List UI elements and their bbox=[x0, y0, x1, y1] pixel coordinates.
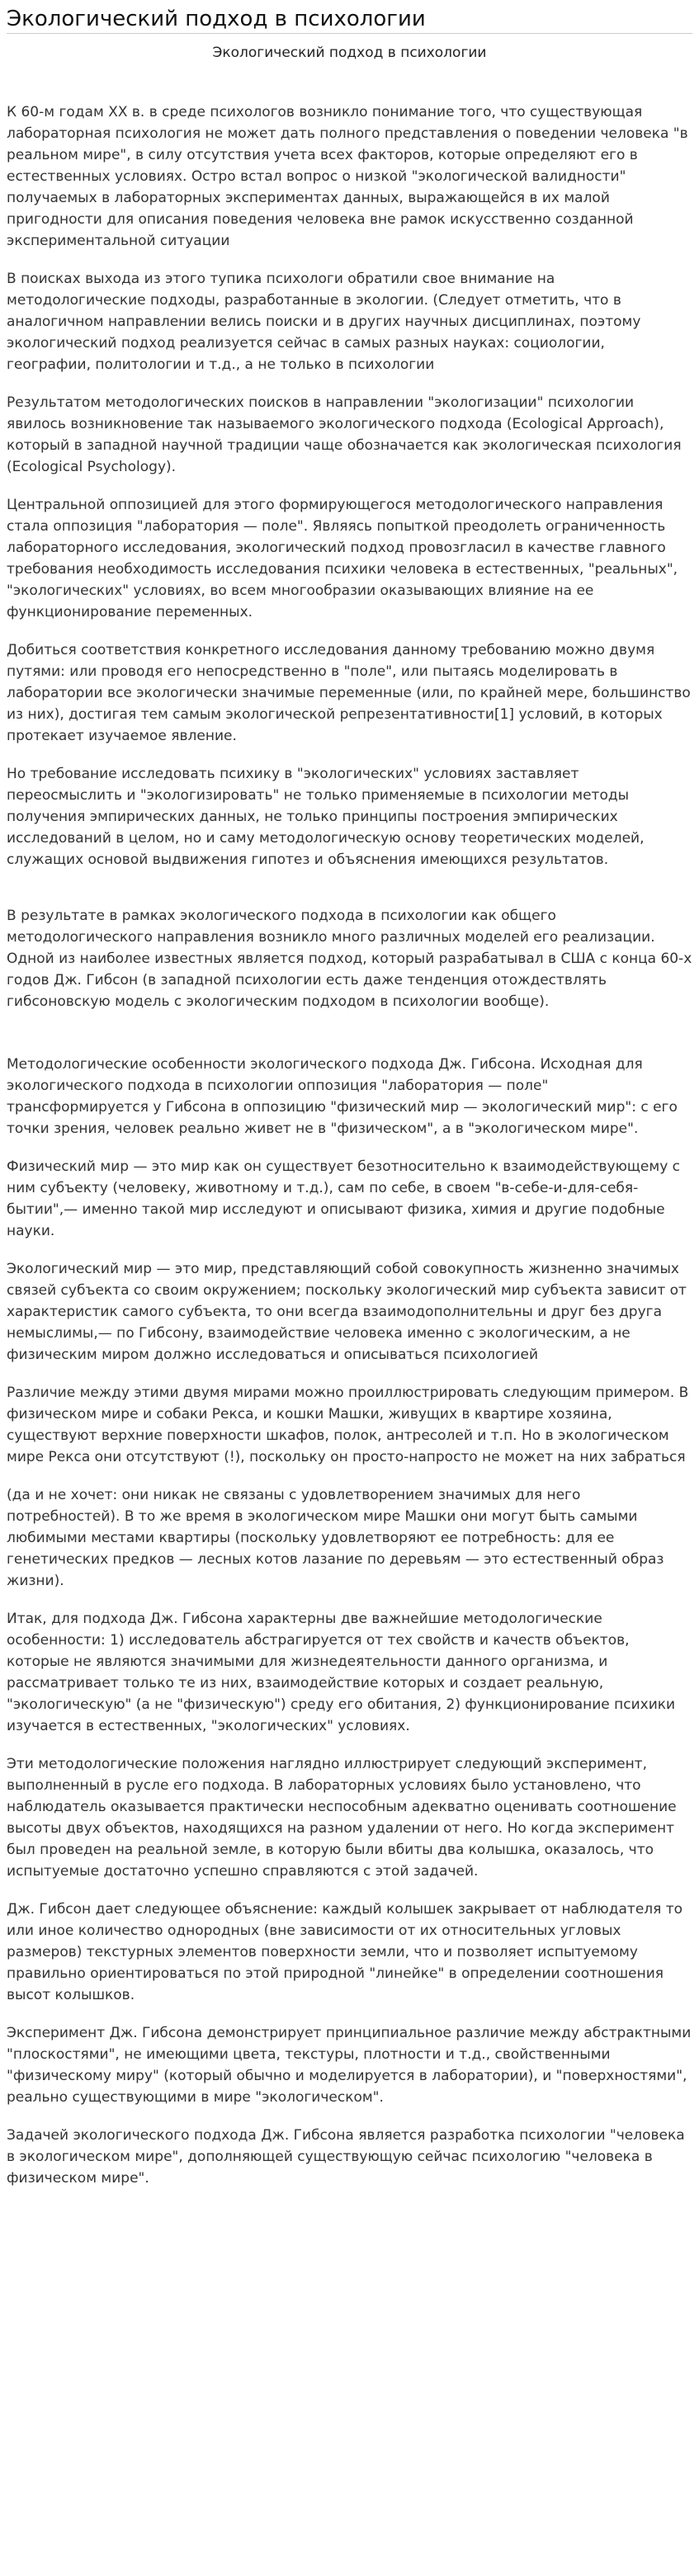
document-subtitle: Экологический подход в психологии bbox=[212, 45, 487, 61]
paragraph: Эксперимент Дж. Гибсона демонстрирует принципиальное различие между абстрактными "плоскостями", не имеющими цвета, текстуры, плотности и т.д., свойственными "физическому миру" (который обычно и моделируется в лаборатории), и "поверхностями", реально существующими в мире "экологическом". bbox=[7, 2025, 692, 2106]
paragraph: Но требование исследовать психику в "экологических" условиях заставляет переосмыслить и "экологизировать" не только применяемые в психологии методы получения эмпирических данных, не только принципы построения эмпирических исследований в целом, но и саму методологическую основу теоретических моделей, служащих основой выдвижения гипотез и объяснения имеющихся результатов. bbox=[7, 766, 645, 868]
paragraph: Центральной оппозицией для этого формирующегося методологического направления стала оппозиция "лаборатория — поле". Являясь попыткой преодолеть ограниченность лабораторного исследования, экологический подход провозгласил в качестве главного требования необходимость исследования психики человека в естественных, "реальных", "экологических" условиях, во всем многообразии оказывающих влияние на ее функционирование переменных. bbox=[7, 497, 678, 620]
paragraph: К 60-м годам XX в. в среде психологов возникло понимание того, что существующая лабораторная психология не может дать полного представления о поведении человека "в реальном мире", в силу отсутствия учета всех факторов, которые определяют его в естественных условиях. Остро встал вопрос о низкой "экологической валидности" получаемых в лабораторных экспериментах данных, выражающейся в их малой пригодности для описания поведения человека вне рамок искусственно созданной экспериментальной ситуации bbox=[7, 104, 688, 249]
paragraph: В поисках выхода из этого тупика психологи обратили свое внимание на методологические подходы, разработанные в экологии. (Следует отметить, что в аналогичном направлении велись поиски и в других научных дисциплинах, поэтому экологический подход реализуется сейчас в самых разных науках: социологии, географии, политологии и т.д., а не только в психологии bbox=[7, 271, 641, 373]
paragraph: В результате в рамках экологического подхода в психологии как общего методологического направления возникло много различных моделей его реализации. Одной из наиболее известных является подход, который разрабатывал в США с конца 60-х годов Дж. Гибсон (в западной психологии есть даже тенденция отождествлять гибсоновскую модель с экологическим подходом в психологии вообще). bbox=[7, 908, 692, 1010]
paragraph: Экологический мир — это мир, представляющий собой совокупность жизненно значимых связей субъекта со своим окружением; поскольку экологический мир субъекта зависит от характеристик самого субъекта, то они всегда взаимодополнительны и друг без друга немыслимы,— по Гибсону, взаимодействие человека именно с экологическим, а не физическим миром должно исследоваться и описываться психологией bbox=[7, 1261, 687, 1363]
paragraph: Различие между этими двумя мирами можно проиллюстрировать следующим примером. В физическом мире и собаки Рекса, и кошки Машки, живущих в квартире хозяина, существуют верхние поверхности шкафов, полок, антресолей и т.п. Но в экологическом мире Рекса они отсутствуют (!), поскольку он просто-напросто не может на них забраться bbox=[7, 1385, 689, 1465]
paragraph: (да и не хочет: они никак не связаны с удовлетворением значимых для него потребностей). В то же время в экологическом мире Машки они могут быть самыми любимыми местами квартиры (поскольку удовлетворяют ее потребность: для ее генетических предков — лесных котов лазание по деревьям — это естественный образ жизни). bbox=[7, 1487, 664, 1589]
paragraph: Физический мир — это мир как он существует безотносительно к взаимодействующему с ним субъекту (человеку, животному и т.д.), сам по себе, в своем "в-себе-и-для-себя-бытии",— именно такой мир исследуют и описывают физика, химия и другие подобные науки. bbox=[7, 1158, 681, 1239]
document-body bbox=[7, 101, 692, 2189]
page-title: Экологический подход в психологии bbox=[7, 5, 692, 34]
paragraph: Эти методологические положения наглядно иллюстрирует следующий эксперимент, выполненный в русле его подхода. В лабораторных условиях было установлено, что наблюдатель оказывается практически неспособным адекватно оценивать соотношение высоты двух объектов, находящихся на разном удалении от него. Но когда эксперимент был проведен на реальной земле, в которую были вбиты два колышка, оказалось, что испытуемые достаточно успешно справляются с этой задачей. bbox=[7, 1756, 677, 1880]
paragraph: Дж. Гибсон дает следующее объяснение: каждый колышек закрывает от наблюдателя то или иное количество однородных (вне зависимости от их относительных угловых размеров) текстурных элементов поверхности земли, что и позволяет испытуемому правильно ориентироваться по этой природной "линейке" в определении соотношения высот колышков. bbox=[7, 1901, 683, 2003]
paragraph: Задачей экологического подхода Дж. Гибсона является разработка психологии "человека в экологическом мире", дополняющей существующую сейчас психологию "человека в физическом мире". bbox=[7, 2127, 685, 2187]
paragraph: Методологические особенности экологического подхода Дж. Гибсона. Исходная для экологического подхода в психологии оппозиция "лаборатория — поле" трансформируется у Гибсона в оппозицию "физический мир — экологический мир": с его точки зрения, человек реально живет не в "физическом", а в "экологическом мире". bbox=[7, 1056, 678, 1137]
paragraph: Добиться соответствия конкретного исследования данному требованию можно двумя путями: или проводя его непосредственно в "поле", или пытаясь моделировать в лаборатории все экологически значимые переменные (или, по крайней мере, большинство из них), достигая тем самым экологической репрезентативности[1] условий, в которых протекает изучаемое явление. bbox=[7, 642, 691, 744]
paragraph: Итак, для подхода Дж. Гибсона характерны две важнейшие методологические особенности: 1) исследователь абстрагируется от тех свойств и качеств объектов, которые не являются значимыми для жизнедеятельности данного организма, и рассматривает только те из них, взаимодействие которых и создает реальную, "экологическую" (а не "физическую") среду его обитания, 2) функционирование психики изучается в естественных, "экологических" условиях. bbox=[7, 1611, 676, 1734]
paragraph: Результатом методологических поисков в направлении "экологизации" психологии явилось возникновение так называемого экологического подхода (Ecological Approach), который в западной научной традиции чаще обозначается как экологическая психология (Ecological Psychology). bbox=[7, 394, 682, 475]
